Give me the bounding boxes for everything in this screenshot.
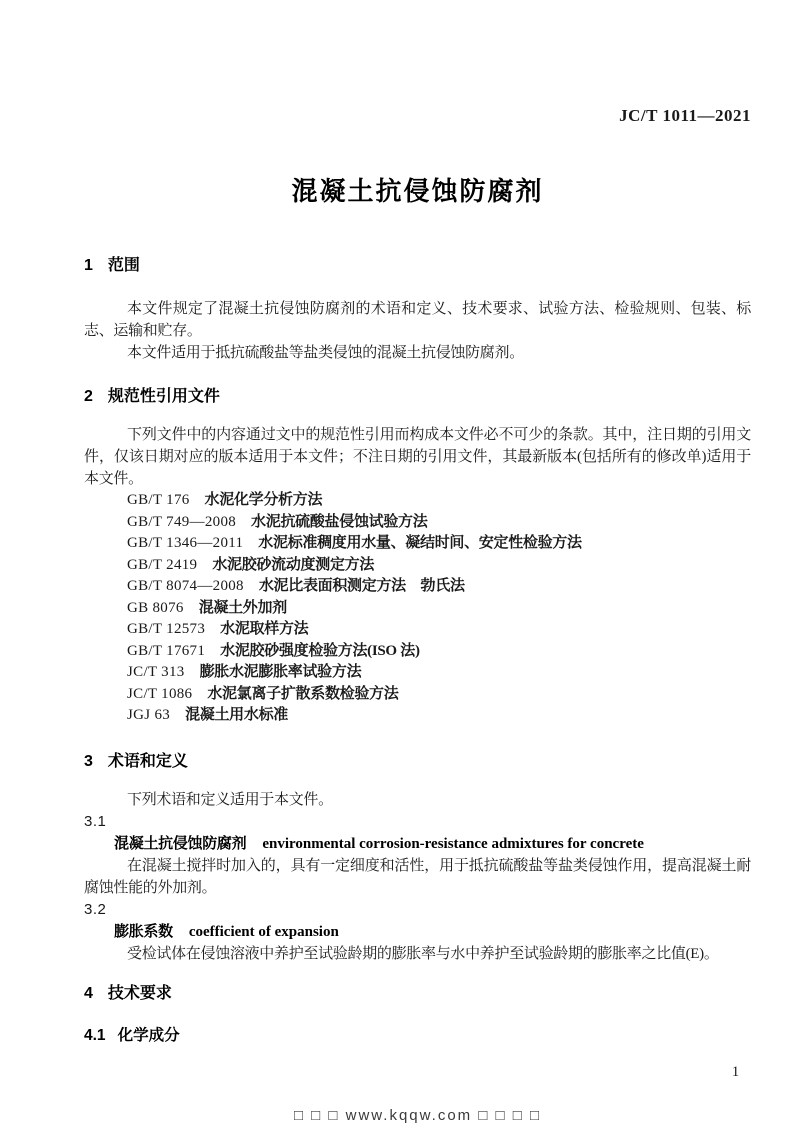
reference-code: GB/T 17671 (127, 642, 206, 659)
section-4-1-title: 化学成分 (117, 1026, 180, 1044)
section-4-heading (84, 983, 751, 1005)
term-definition: 在混凝土搅拌时加入的，具有一定细度和活性，用于抵抗硫酸盐等盐类侵蚀作用，提高混凝土耐腐蚀性能的外加剂。 (84, 857, 751, 896)
reference-item (127, 555, 751, 577)
reference-title: 水泥比表面积测定方法 勃氏法 (258, 578, 465, 594)
reference-item (127, 619, 751, 641)
reference-title: 混凝土外加剂 (198, 599, 287, 616)
standard-code: JC/T 1011—2021 (619, 106, 751, 125)
reference-title: 水泥抗硫酸盐侵蚀试验方法 (251, 513, 428, 530)
reference-code: GB/T 8074—2008 (127, 578, 244, 594)
reference-title: 水泥胶砂流动度测定方法 (212, 556, 375, 573)
reference-item (127, 598, 751, 620)
scope-paragraph-2: 本文件适用于抵抗硫酸盐等盐类侵蚀的混凝土抗侵蚀防腐剂。 (127, 345, 524, 361)
reference-code: GB 8076 (127, 599, 184, 616)
scope-paragraph-1: 本文件规定了混凝土抗侵蚀防腐剂的术语和定义、技术要求、试验方法、检验规则、包装、标志、运输和贮存。 (84, 301, 751, 339)
reference-code: GB/T 176 (127, 492, 190, 508)
term-zh: 混凝土抗侵蚀防腐剂 (114, 834, 247, 852)
term-en: coefficient of expansion (188, 923, 339, 940)
reference-title: 膨胀水泥膨胀率试验方法 (199, 664, 362, 680)
term-definition: 受检试体在侵蚀溶液中养护至试验龄期的膨胀率与水中养护至试验龄期的膨胀率之比值(E)。 (127, 945, 719, 962)
reference-item (127, 533, 751, 555)
page-number: 1 (731, 1063, 739, 1080)
reference-code: GB/T 1346—2011 (127, 535, 244, 551)
reference-code: GB/T 2419 (127, 556, 198, 573)
reference-item (127, 662, 751, 684)
section-3-number: 3 (84, 752, 93, 770)
section-2-number: 2 (84, 388, 93, 405)
section-4-title: 技术要求 (107, 984, 172, 1002)
reference-item (127, 705, 751, 727)
terms-intro: 下列术语和定义适用于本文件。 (127, 791, 333, 808)
section-4-1-heading (84, 1025, 751, 1047)
section-1-heading (84, 255, 751, 277)
term-heading (84, 921, 751, 943)
section-2-title: 规范性引用文件 (107, 388, 220, 405)
reference-title: 水泥胶砂强度检验方法(ISO 法) (220, 642, 420, 659)
reference-title: 水泥标准稠度用水量、凝结时间、安定性检验方法 (258, 535, 582, 551)
reference-item (127, 512, 751, 534)
section-4-1-number: 4.1 (84, 1026, 106, 1044)
reference-item (127, 576, 751, 598)
section-4-number: 4 (84, 984, 93, 1002)
term-number: 3.1 (84, 812, 107, 830)
section-1-title: 范围 (107, 257, 140, 274)
term-zh: 膨胀系数 (114, 922, 173, 940)
references-intro: 下列文件中的内容通过文中的规范性引用而构成本文件必不可少的条款。其中，注日期的引用文件，仅该日期对应的版本适用于本文件；不注日期的引用文件，其最新版本(包括所有的修改单)适用于本文件。 (84, 427, 751, 487)
section-3-title: 术语和定义 (107, 752, 188, 770)
term-number: 3.2 (84, 900, 107, 918)
footer-watermark: □ □ □ www.kqqw.com □ □ □ □ (293, 1106, 542, 1124)
reference-code: JGJ 63 (127, 707, 171, 723)
section-1-number: 1 (84, 257, 93, 274)
reference-code: JC/T 313 (127, 664, 185, 680)
term-en: environmental corrosion-resistance admixtures for concrete (262, 835, 644, 852)
document-title: 混凝土抗侵蚀防腐剂 (291, 176, 544, 206)
section-3-heading (84, 751, 751, 773)
reference-title: 混凝土用水标准 (185, 707, 288, 723)
term-entry (84, 899, 751, 965)
reference-code: GB/T 749—2008 (127, 513, 237, 530)
reference-code: GB/T 12573 (127, 621, 206, 637)
reference-item (127, 490, 751, 512)
reference-title: 水泥化学分析方法 (204, 492, 323, 508)
reference-list (84, 490, 751, 727)
section-2-heading (84, 386, 751, 408)
reference-title: 水泥取样方法 (220, 621, 309, 637)
reference-item (127, 641, 751, 663)
term-entry (84, 811, 751, 899)
reference-title: 水泥氯离子扩散系数检验方法 (207, 685, 399, 702)
term-heading (84, 833, 751, 855)
reference-item (127, 684, 751, 706)
reference-code: JC/T 1086 (127, 685, 193, 702)
